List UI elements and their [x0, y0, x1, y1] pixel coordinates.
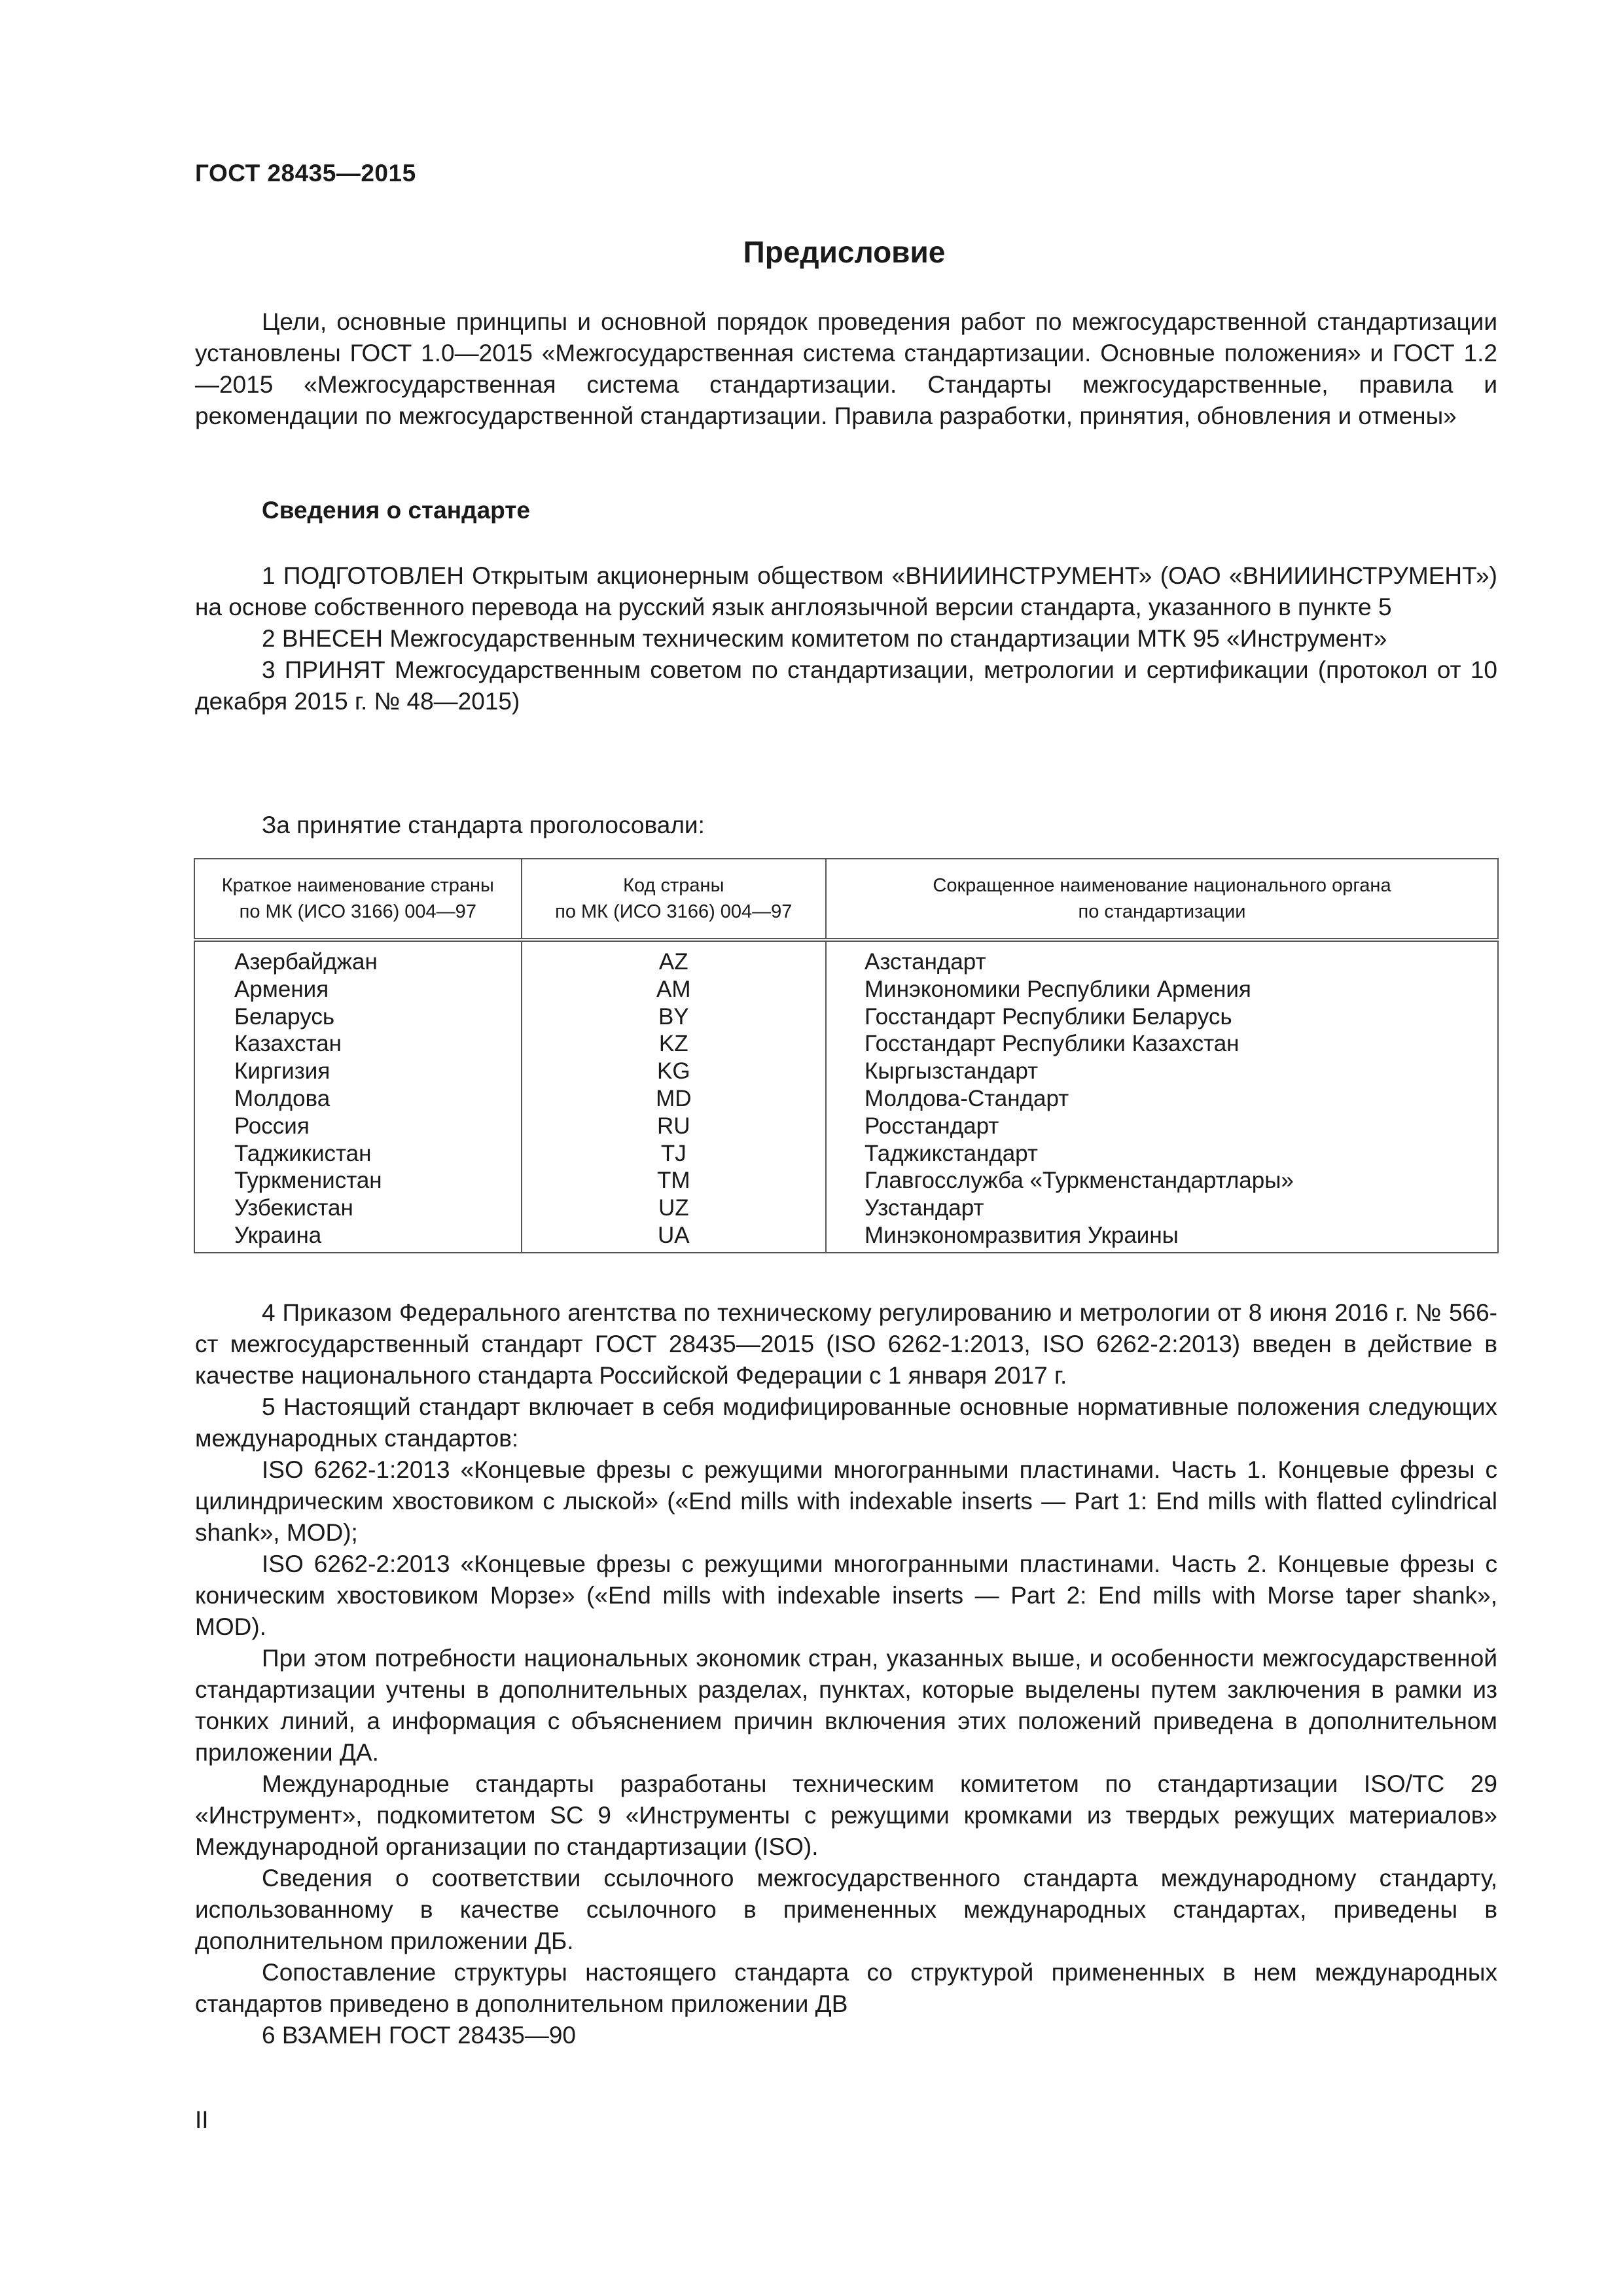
table-row	[194, 1030, 1498, 1058]
country-code: BY	[522, 1003, 826, 1031]
country-name: Россия	[194, 1113, 522, 1140]
national-body: Таджикстандарт	[826, 1140, 1498, 1168]
country-code: UA	[522, 1222, 826, 1253]
country-name: Узбекистан	[194, 1194, 522, 1222]
vote-caption: За принятие стандарта проголосовали:	[262, 812, 705, 838]
header-country-code-line1: Код страны	[623, 875, 724, 896]
intro-paragraph: Цели, основные принципы и основной порядок проведения работ по межгосударственной стандартизации установлены ГОСТ 1.0—2015 «Межгосударственная система стандартизации. Основные положения» и ГОСТ 1.2—2015 «Межгосударственная система стандартизации. Стандарты межгосударственные, правила и рекомендации по межгосударственной стандартизации. Правила разработки, принятия, обновления и отмены»	[195, 308, 1497, 429]
table-row	[194, 1058, 1498, 1085]
country-code: MD	[522, 1085, 826, 1113]
national-body: Главгосслужба «Туркменстандартлары»	[826, 1167, 1498, 1194]
national-body: Госстандарт Республики Казахстан	[826, 1030, 1498, 1058]
table-row	[194, 1222, 1498, 1253]
item-2-submitted: 2 ВНЕСЕН Межгосударственным техническим комитетом по стандартизации МТК 95 «Инструмент»	[262, 625, 1387, 652]
page-title: Предисловие	[743, 235, 946, 269]
table-row	[194, 1167, 1498, 1194]
item-5-reference-correspondence: Сведения о соответствии ссылочного межгосударственного стандарта международному стандарту, использованному в качестве ссылочного в примененных международных стандартах, приведены в дополнительном приложении ДБ.	[195, 1865, 1497, 1954]
country-code: TJ	[522, 1140, 826, 1168]
page-number: II	[195, 2106, 209, 2133]
country-code: UZ	[522, 1194, 826, 1222]
country-code: AZ	[522, 940, 826, 976]
national-body: Минэкономики Республики Армения	[826, 976, 1498, 1003]
country-name: Таджикистан	[194, 1140, 522, 1168]
country-name: Украина	[194, 1222, 522, 1253]
intro-block	[195, 306, 1497, 432]
table-row	[194, 1085, 1498, 1113]
item-1-prepared: 1 ПОДГОТОВЛЕН Открытым акционерным обществом «ВНИИИНСТРУМЕНТ» (ОАО «ВНИИИНСТРУМЕНТ») на основе собственного перевода на русский язык англоязычной версии стандарта, указанного в пункте 5	[195, 562, 1497, 620]
national-body: Молдова-Стандарт	[826, 1085, 1498, 1113]
table-header-row	[194, 859, 1498, 940]
country-code: RU	[522, 1113, 826, 1140]
national-body: Узстандарт	[826, 1194, 1498, 1222]
header-national-body-line1: Сокращенное наименование национального органа	[933, 875, 1391, 896]
country-name: Казахстан	[194, 1030, 522, 1058]
country-name: Туркменистан	[194, 1167, 522, 1194]
header-national-body-line2: по стандартизации	[1078, 901, 1246, 922]
table-row	[194, 1194, 1498, 1222]
country-name: Беларусь	[194, 1003, 522, 1031]
table-row	[194, 1140, 1498, 1168]
national-body: Росстандарт	[826, 1113, 1498, 1140]
table-row	[194, 940, 1498, 976]
country-code: KG	[522, 1058, 826, 1085]
standard-info-items	[195, 560, 1497, 717]
item-5-national-needs: При этом потребности национальных экономик стран, указанных выше, и особенности межгосударственной стандартизации учтены в дополнительных разделах, пунктах, которые выделены путем заключения в рамки из тонких линий, а информация с объяснением причин включения этих положений приведена в дополнительном приложении ДА.	[195, 1645, 1497, 1766]
header-country-code-line2: по МК (ИСО 3166) 004—97	[555, 901, 793, 922]
item-5-modified: 5 Настоящий стандарт включает в себя модифицированные основные нормативные положения следующих международных стандартов:	[195, 1393, 1497, 1452]
section-subheading: Сведения о стандарте	[262, 497, 530, 524]
item-6-replaces: 6 ВЗАМЕН ГОСТ 28435—90	[262, 2022, 576, 2049]
item-5-iso-6262-2: ISO 6262-2:2013 «Концевые фрезы с режущими многогранными пластинами. Часть 2. Концевые фрезы с коническим хвостовиком Морзе» («End mills with indexable inserts — Part 2: End mills with Morse taper shank», MOD).	[195, 1551, 1497, 1640]
item-3-adopted: 3 ПРИНЯТ Межгосударственным советом по стандартизации, метрологии и сертификации (протокол от 10 декабря 2015 г. № 48—2015)	[195, 656, 1497, 715]
country-code: AM	[522, 976, 826, 1003]
header-country-name-line2: по МК (ИСО 3166) 004—97	[239, 901, 476, 922]
header-country-name	[194, 859, 522, 940]
table-row	[194, 1003, 1498, 1031]
table-row	[194, 976, 1498, 1003]
table-row	[194, 1113, 1498, 1140]
national-body: Госстандарт Республики Беларусь	[826, 1003, 1498, 1031]
country-name: Азербайджан	[194, 940, 522, 976]
national-body: Азстандарт	[826, 940, 1498, 976]
country-name: Киргизия	[194, 1058, 522, 1085]
standard-info-items-continued	[195, 1297, 1497, 2051]
item-5-iso-committee: Международные стандарты разработаны техническим комитетом по стандартизации ISO/TC 29 «Инструмент», подкомитетом SC 9 «Инструменты с режущими кромками из твердых режущих материалов» Международной организации по стандартизации (ISO).	[195, 1770, 1497, 1860]
header-country-code	[522, 859, 826, 940]
country-name: Молдова	[194, 1085, 522, 1113]
document-id-header: ГОСТ 28435—2015	[195, 160, 416, 187]
item-5-structure-comparison: Сопоставление структуры настоящего стандарта со структурой примененных в нем международных стандартов приведено в дополнительном приложении ДВ	[195, 1959, 1497, 2017]
country-name: Армения	[194, 976, 522, 1003]
voting-table	[194, 858, 1499, 1253]
national-body: Кыргызстандарт	[826, 1058, 1498, 1085]
header-country-name-line1: Краткое наименование страны	[221, 875, 494, 896]
item-5-iso-6262-1: ISO 6262-1:2013 «Концевые фрезы с режущими многогранными пластинами. Часть 1. Концевые фрезы с цилиндрическим хвостовиком с лыской» («End mills with indexable inserts — Part 1: End mills with flatted cylindrical shank», MOD);	[195, 1456, 1497, 1546]
country-code: KZ	[522, 1030, 826, 1058]
national-body: Минэкономразвития Украины	[826, 1222, 1498, 1253]
header-national-body	[826, 859, 1498, 940]
item-4-enacted: 4 Приказом Федерального агентства по техническому регулированию и метрологии от 8 июня 2016 г. № 566-ст межгосударственный стандарт ГОСТ 28435—2015 (ISO 6262-1:2013, ISO 6262-2:2013) введен в действие в качестве национального стандарта Российской Федерации с 1 января 2017 г.	[195, 1299, 1497, 1389]
country-code: TM	[522, 1167, 826, 1194]
